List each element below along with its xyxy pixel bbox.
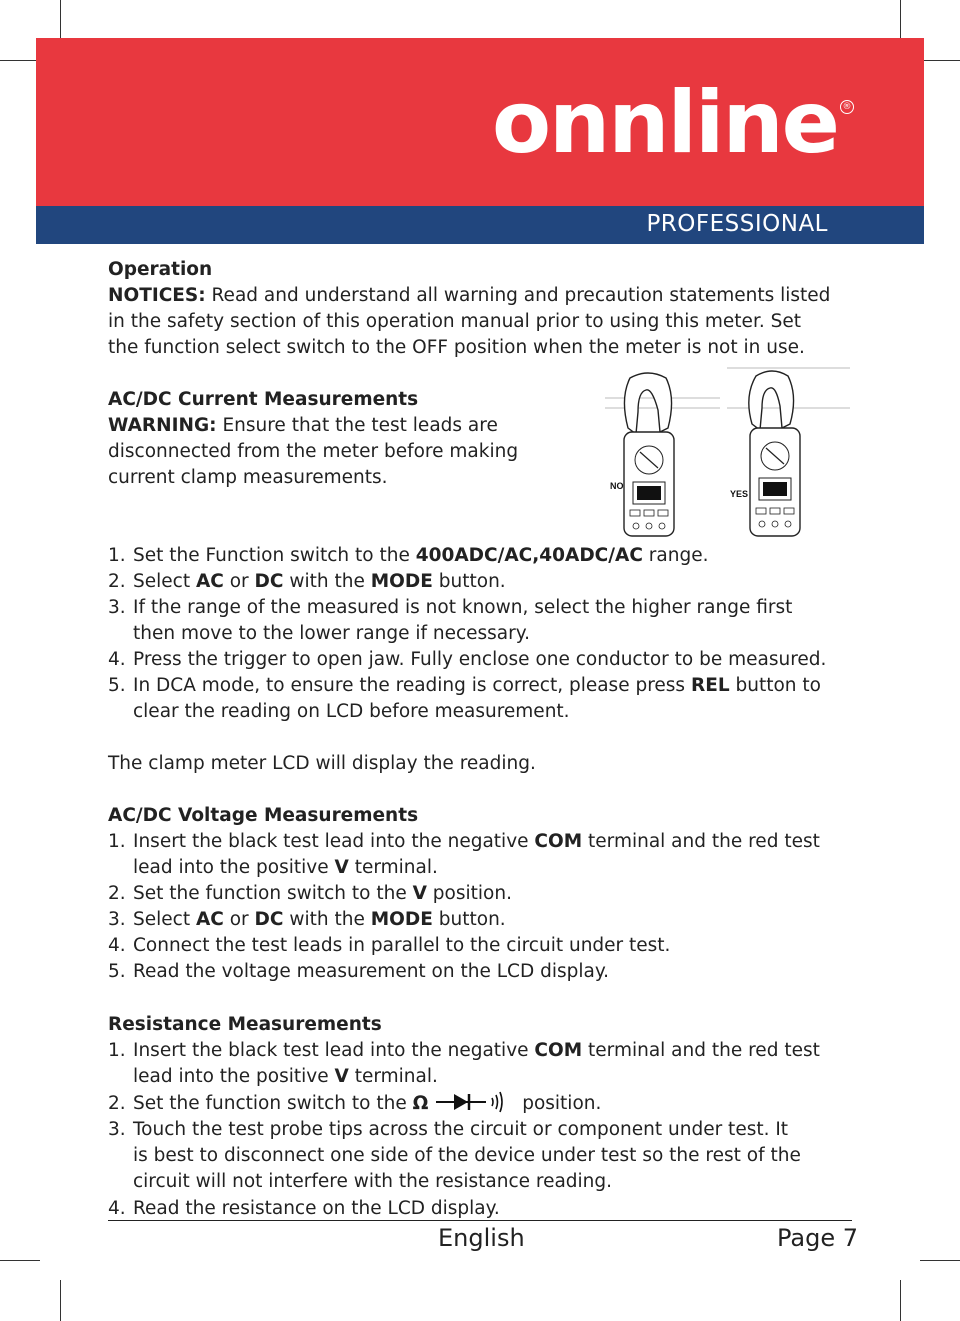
list-item: 3. If the range of the measured is not known, select the higher range first <box>108 597 793 618</box>
list-item-continuation: lead into the positive V terminal. <box>133 857 438 878</box>
figure-label-yes: YES <box>730 489 749 499</box>
list-item: 4. Press the trigger to open jaw. Fully enclose one conductor to be measured. <box>108 649 827 670</box>
crop-mark <box>920 1260 960 1261</box>
section-heading-current: AC/DC Current Measurements <box>108 389 419 410</box>
notices-line: in the safety section of this operation manual prior to using this meter. Set <box>108 311 801 332</box>
section-heading-voltage: AC/DC Voltage Measurements <box>108 805 419 826</box>
registered-mark: ® <box>840 100 854 114</box>
list-item-continuation: is best to disconnect one side of the device under test so the rest of the <box>133 1145 801 1166</box>
crop-mark <box>900 1280 901 1321</box>
diode-continuity-icon <box>432 1090 512 1114</box>
figure-label-no: NO <box>610 481 624 491</box>
section-heading-resistance: Resistance Measurements <box>108 1014 382 1035</box>
clamp-meter-illustration-yes <box>722 362 852 542</box>
warning-line: current clamp measurements. <box>108 467 388 488</box>
footer-divider <box>108 1220 852 1221</box>
page-number: Page 7 <box>777 1224 858 1252</box>
list-item: 1. Insert the black test lead into the negative COM terminal and the red test <box>108 831 820 852</box>
notices-line: the function select switch to the OFF position when the meter is not in use. <box>108 337 805 358</box>
brand-logo: onnline <box>491 73 838 173</box>
section-heading-operation: Operation <box>108 259 213 280</box>
notices-paragraph: NOTICES: Read and understand all warning and precaution statements listed <box>108 285 831 306</box>
warning-line: disconnected from the meter before making <box>108 441 519 462</box>
list-item: 2. Set the function switch to the V position. <box>108 883 512 904</box>
list-item: 2. Set the function switch to the Ω position. <box>108 1090 601 1117</box>
list-item: 4. Connect the test leads in parallel to the circuit under test. <box>108 935 671 956</box>
list-item: 5. Read the voltage measurement on the LCD display. <box>108 961 610 982</box>
list-item-continuation: circuit will not interfere with the resistance reading. <box>133 1171 613 1192</box>
ohm-symbol: Ω <box>412 1093 429 1114</box>
list-item: 3. Touch the test probe tips across the circuit or component under test. It <box>108 1119 789 1140</box>
header-subtitle: PROFESSIONAL <box>646 211 828 237</box>
list-item-continuation: clear the reading on LCD before measurement. <box>133 701 570 722</box>
paragraph: The clamp meter LCD will display the reading. <box>108 753 536 774</box>
list-item-continuation: lead into the positive V terminal. <box>133 1066 438 1087</box>
crop-mark <box>900 0 901 40</box>
crop-mark <box>0 60 40 61</box>
list-item: 3. Select AC or DC with the MODE button. <box>108 909 506 930</box>
clamp-meter-illustration-no <box>600 370 725 542</box>
list-item: 4. Read the resistance on the LCD display. <box>108 1198 500 1219</box>
footer-language: English <box>438 1224 525 1252</box>
list-item: 1. Insert the black test lead into the negative COM terminal and the red test <box>108 1040 820 1061</box>
list-item: 2. Select AC or DC with the MODE button. <box>108 571 506 592</box>
list-item: 5. In DCA mode, to ensure the reading is correct, please press REL button to <box>108 675 821 696</box>
warning-paragraph: WARNING: Ensure that the test leads are <box>108 415 498 436</box>
list-item: 1. Set the Function switch to the 400ADC/AC,40ADC/AC range. <box>108 545 709 566</box>
crop-mark <box>0 1260 40 1261</box>
crop-mark <box>60 0 61 40</box>
crop-mark <box>60 1280 61 1321</box>
crop-mark <box>920 60 960 61</box>
list-item-continuation: then move to the lower range if necessary. <box>133 623 530 644</box>
